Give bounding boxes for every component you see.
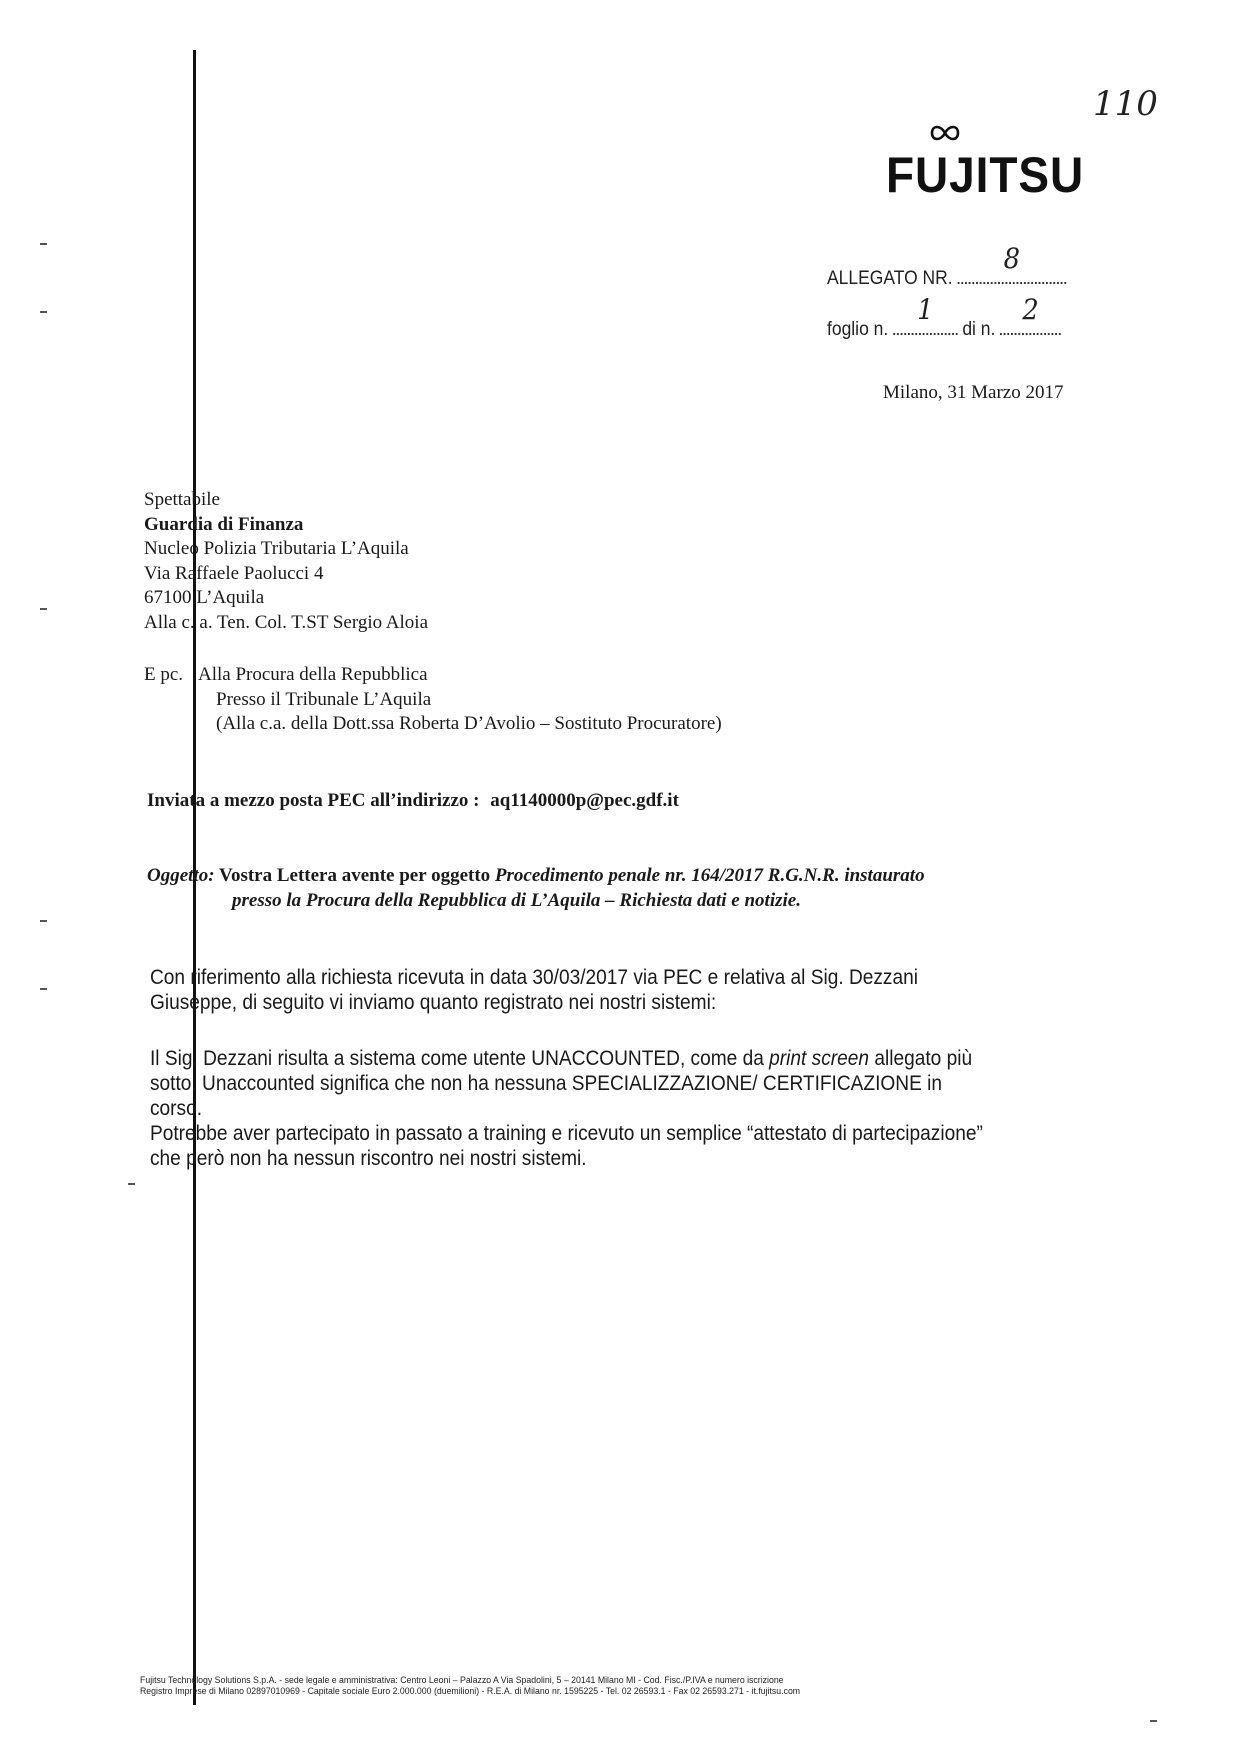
body-paragraph-2	[150, 1046, 983, 1171]
body-p2-line-3: corso.	[150, 1097, 203, 1120]
body-p2-line-2: sotto. Unaccounted significa che non ha nessuna SPECIALIZZAZIONE/ CERTIFICAZIONE in	[150, 1072, 942, 1095]
recipient-unit: Nucleo Polizia Tributaria L’Aquila	[144, 538, 409, 559]
subject-block	[147, 864, 925, 913]
subject-italic-part-1: Procedimento penale nr. 164/2017 R.G.N.R. instaurato	[494, 865, 925, 886]
allegato-value: 8	[1003, 242, 1020, 275]
scan-speck	[40, 608, 47, 610]
body-p2-line-1: Il Sig. Dezzani risulta a sistema come utente UNACCOUNTED, come da print screen allegato più	[150, 1047, 973, 1070]
body-p1-line-2: Giuseppe, di seguito vi inviamo quanto registrato nei nostri sistemi:	[150, 991, 717, 1014]
foglio-of-label: di n.	[962, 319, 996, 340]
subject-line-2: presso la Procura della Repubblica di L’Aquila – Richiesta dati e notizie.	[232, 889, 801, 911]
cc-prefix: E pc.	[144, 664, 184, 685]
recipient-block	[144, 488, 428, 635]
recipient-street: Via Raffaele Paolucci 4	[144, 562, 324, 584]
body-p3-line-1: Potrebbe aver partecipato in passato a training e ricevuto un semplice “attestato di partecipazione”	[150, 1122, 983, 1145]
body-p3-line-2: che però non ha nessun riscontro nei nostri sistemi.	[150, 1147, 587, 1170]
print-screen-italic: print screen	[769, 1047, 870, 1070]
allegato-field	[957, 242, 1066, 284]
body-paragraph-1	[150, 965, 918, 1015]
scan-speck	[40, 243, 47, 245]
cc-line-3: (Alla c.a. della Dott.ssa Roberta D’Avolio – Sostituto Procuratore)	[216, 713, 722, 734]
scan-speck	[1150, 1720, 1157, 1722]
allegato-label: ALLEGATO NR.	[827, 268, 953, 289]
handwritten-page-number: 110	[1093, 84, 1158, 124]
foglio-label: foglio n.	[827, 319, 889, 340]
sent-via-label: Inviata a mezzo posta PEC all’indirizzo :	[147, 790, 480, 811]
pec-address: aq1140000p@pec.gdf.it	[490, 790, 679, 811]
logo-wordmark: FUJITSU	[886, 147, 1085, 203]
recipient-salutation: Spettabile	[144, 489, 220, 510]
scan-speck	[40, 988, 47, 990]
recipient-city: 67100 L’Aquila	[144, 587, 265, 608]
subject-bold-part: Vostra Lettera avente per oggetto	[218, 865, 491, 886]
cc-block	[198, 663, 722, 737]
infinity-icon	[928, 122, 962, 144]
footer-line-2: Registro Imprese di Milano 02897010969 - Capitale sociale Euro 2.000.000 (duemilioni) - R.E.A. di Milano nr. 1595225 - Tel. 02 26593.1 - Fax 02 26593.271 - it.fujitsu.com	[140, 1686, 801, 1697]
footer-line-1: Fujitsu Technology Solutions S.p.A. - sede legale e amministrativa: Centro Leoni – Palazzo A Via Spadolini, 5 – 20141 Milano MI - Cod. Fisc./P.IVA e numero iscrizione	[140, 1675, 784, 1686]
footer	[140, 1675, 800, 1697]
recipient-organization: Guardia di Finanza	[144, 513, 304, 535]
body-p1-line-1: Con riferimento alla richiesta ricevuta in data 30/03/2017 via PEC e relativa al Sig. Dezzani	[150, 966, 918, 989]
recipient-attention: Alla c. a. Ten. Col. T.ST Sergio Aloia	[144, 611, 429, 633]
foglio-field	[893, 293, 957, 335]
allegato-line	[827, 242, 1066, 290]
scan-speck	[40, 920, 47, 922]
foglio-value: 1	[917, 293, 934, 326]
sent-via-line	[147, 789, 679, 814]
subject-line-1	[147, 864, 925, 889]
scan-speck	[40, 311, 47, 313]
date-line: Milano, 31 Marzo 2017	[883, 382, 1064, 403]
foglio-line	[827, 293, 1061, 341]
scan-speck	[128, 1183, 135, 1185]
foglio-of-field	[1000, 293, 1061, 335]
cc-line-1: Alla Procura della Repubblica	[198, 664, 428, 685]
foglio-of-value: 2	[1022, 293, 1039, 326]
subject-label: Oggetto:	[147, 865, 215, 886]
cc-line-2: Presso il Tribunale L’Aquila	[216, 688, 432, 710]
